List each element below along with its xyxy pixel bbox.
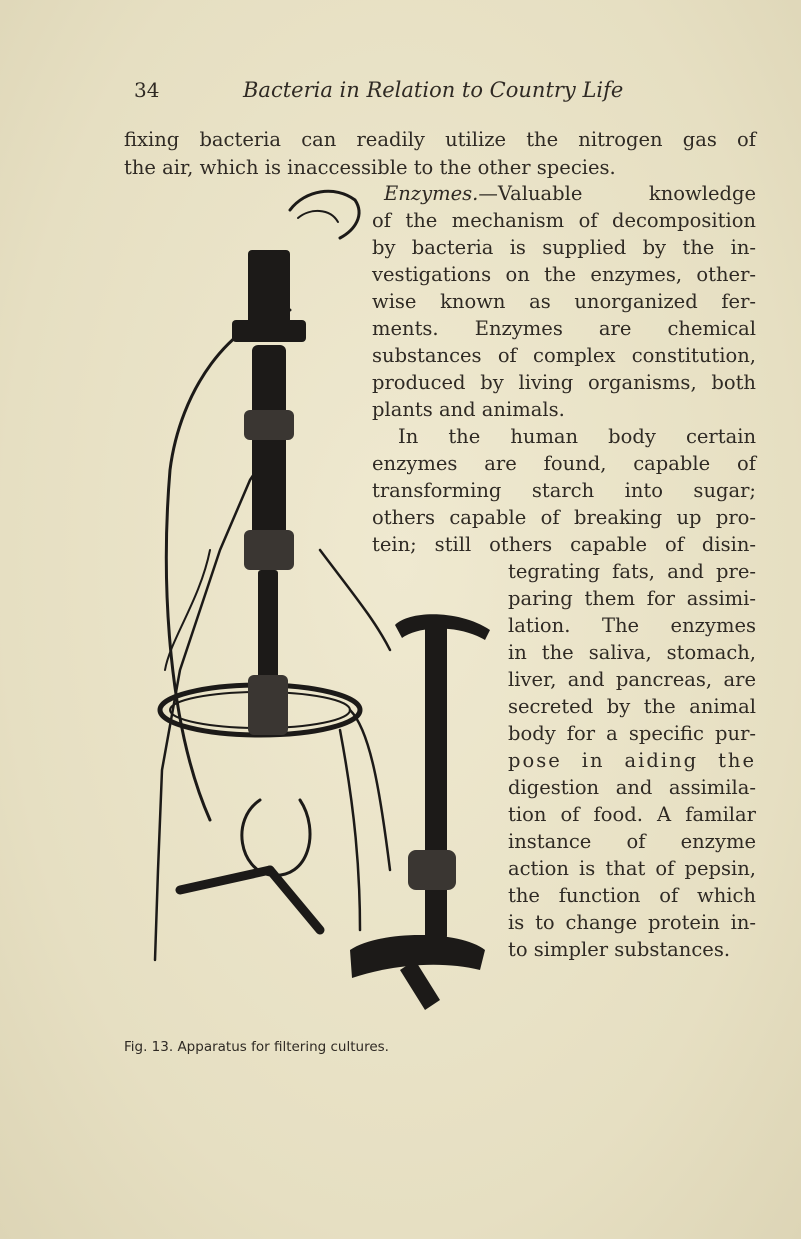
text-line: action is that of pepsin, [508, 857, 756, 880]
text-line: instance of enzyme [508, 830, 756, 853]
enzymes-heading: Enzymes. [384, 182, 479, 205]
text-line: to simpler substances. [508, 938, 731, 961]
text-line: paring them for assimi- [508, 587, 756, 610]
filtering-apparatus-illustration [140, 170, 510, 1040]
text-line: ments. Enzymes are chemical [372, 317, 756, 340]
text-line: the air, which is inaccessible to the other species. [124, 156, 616, 179]
text-line: vestigations on the enzymes, other- [372, 263, 756, 286]
text-line: enzymes are found, capable of [372, 452, 756, 475]
text-line: substances of complex constitution, [372, 344, 756, 367]
figure-caption: Fig. 13. Apparatus for filtering cultures. [124, 1039, 389, 1055]
text-line: body for a specific pur- [508, 722, 756, 745]
text-line: pose in aiding the [508, 749, 756, 772]
text-line: digestion and assimila- [508, 776, 756, 799]
page-header [134, 78, 674, 108]
text-line: produced by living organisms, both [372, 371, 756, 394]
text-line: plants and animals. [372, 398, 565, 421]
text-line: by bacteria is supplied by the in- [372, 236, 756, 259]
text-line: wise known as unorganized fer- [372, 290, 756, 313]
text-line: tegrating fats, and pre- [508, 560, 756, 583]
text-line: of the mechanism of decomposition [372, 209, 756, 232]
text-line: secreted by the animal [508, 695, 756, 718]
text-fragment: —Valuable knowledge [478, 182, 756, 205]
text-line: fixing bacteria can readily utilize the nitrogen gas of [124, 128, 756, 151]
running-title: Bacteria in Relation to Country Life [243, 78, 624, 102]
text-line: lation. The enzymes [508, 614, 756, 637]
text-line: others capable of breaking up pro- [372, 506, 756, 529]
text-line: transforming starch into sugar; [372, 479, 756, 502]
text-line: the function of which [508, 884, 756, 907]
text-line: liver, and pancreas, are [508, 668, 756, 691]
text-line: is to change protein in- [508, 911, 756, 934]
text-line: In the human body certain [398, 425, 756, 448]
page-number: 34 [134, 78, 160, 102]
text-line: in the saliva, stomach, [508, 641, 756, 664]
text-line: tein; still others capable of disin- [372, 533, 756, 556]
text-line: tion of food. A familar [508, 803, 756, 826]
